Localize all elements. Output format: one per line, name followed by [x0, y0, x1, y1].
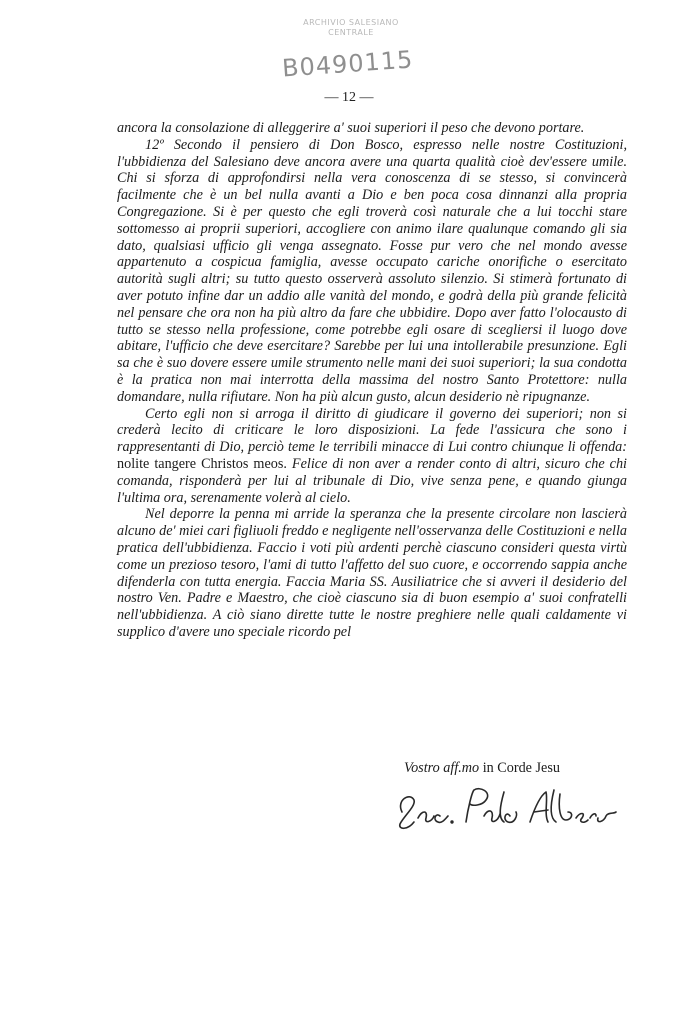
letter-body	[117, 120, 627, 641]
paragraph-text: Certo egli non si arroga il diritto di giudicare il governo dei superiori; non si crederà lecito di criticare le loro disposizioni. La fede l'assicura che sono i rappresentanti di Dio, perciò teme le terribili minacce di Lui contro chiunque li offenda:	[117, 405, 627, 456]
archive-stamp-line2: CENTRALE	[328, 28, 374, 37]
paragraph	[117, 137, 627, 406]
closing-roman: in Corde Jesu	[479, 760, 560, 776]
paragraph	[117, 406, 627, 507]
page-number: — 12 —	[324, 90, 374, 105]
archive-stamp	[276, 18, 426, 38]
signature-graphic	[388, 778, 618, 838]
signature-text	[618, 778, 619, 779]
paragraph	[117, 120, 627, 137]
paragraph-text: Felice di non aver a render conto di altri, sicuro che chi comanda, risponderà per lui al tribunale di Dio, vive senza pene, e quando giunga l'ultima ora, serenamente volerà al cielo.	[117, 455, 627, 506]
latin-quotation: nolite tangere Christos meos.	[117, 455, 287, 472]
archive-code: B0490115	[281, 45, 415, 83]
closing-italic: Vostro aff.mo	[404, 760, 480, 776]
archive-stamp-line1: ARCHIVIO SALESIANO	[303, 18, 399, 27]
handwritten-signature	[388, 778, 618, 842]
paragraph-text: ancora la consolazione di alleggerire a' suoi superiori il peso che devono portare.	[117, 120, 585, 136]
paragraph	[117, 506, 627, 640]
closing-salutation	[404, 760, 560, 777]
paragraph-text: 12º Secondo il pensiero di Don Bosco, espresso nelle nostre Costituzioni, l'ubbidienza del Salesiano deve ancora avere una quarta qualità cioè dev'essere umile. Chi si sforza di approfondirsi nella vera conoscenza di se stesso, si convincerà facilmente che è un bel nulla avanti a Dio e ben poca cosa dinnanzi alla propria Congregazione. Si è per questo che egli troverà così naturale che a lui tocchi stare sottomesso ai proprii superiori, accogliere con animo ilare qualunque comando gli sia dato, qualsiasi ufficio gli venga assegnato. Fosse pur vero che nel mondo avesse appartenuto a cospicua famiglia, avesse occupato cariche onorifiche o esercitato autorità sugli altri; su tutto questo osserverà assoluto silenzio. Si stimerà fortunato di aver potuto infine dar un addio alle vanità del mondo, e godrà della più grande felicità nel pensare che ora non ha più altro da fare che ubbidire. Dopo aver fatto l'olocausto di tutto se stesso nella professione, come potrebbe egli osare di scegliersi il luogo dove abitare, l'ufficio che deve esercitare? Sarebbe per lui una intollerabile presunzione. Egli sa che è suo dovere essere umile strumento nelle mani dei suoi superiori; la sua condotta è la pratica non mai interrotta della massima del nostro Santo Protettore: nulla domandare, nulla rifiutare. Non ha più alcun gusto, alcun desiderio nè ripugnanze.	[117, 136, 627, 405]
paragraph-text: Nel deporre la penna mi arride la speranza che la presente circolare non lascierà alcuno de' miei cari figliuoli freddo e negligente nell'osservanza delle Costituzioni e nella pratica dell'ubbidienza. Faccio i voti più ardenti perchè ciascuno consideri questa virtù come un prezioso tesoro, l'ami di tutto l'affetto del suo cuore, e occorrendo sappia anche difenderla con tutta energia. Faccia Maria SS. Ausiliatrice che si avveri il desiderio del nostro Ven. Padre e Maestro, che cioè ciascuno sia di buon esempio a' suoi confratelli nell'ubbidienza. A ciò siano dirette tutte le nostre preghiere nelle quali caldamente vi supplico d'avere uno speciale ricordo pel	[117, 506, 627, 640]
